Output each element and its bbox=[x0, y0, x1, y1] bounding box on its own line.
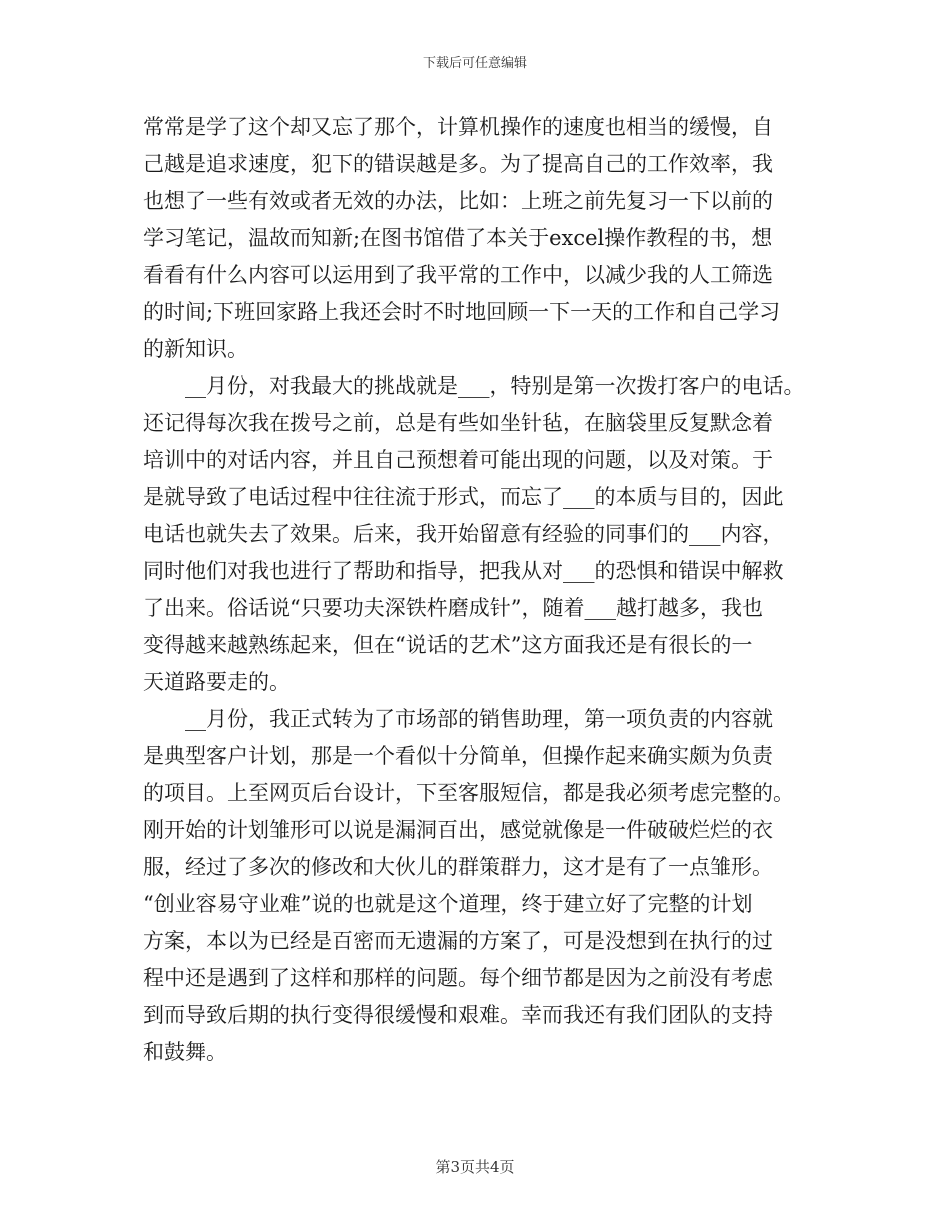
header-text: 下载后可任意编辑 bbox=[422, 56, 527, 71]
text-line: 服，经过了多次的修改和大伙儿的群策群力，这才是有了一点雏形。 bbox=[143, 855, 773, 879]
text-line: 还记得每次我在拨号之前，总是有些如坐针毡，在脑袋里反复默念着 bbox=[143, 411, 773, 435]
text-line: 天道路要走的。 bbox=[143, 670, 290, 694]
page-number: 第3页共4页 bbox=[435, 1158, 515, 1176]
text-line: __月份，我正式转为了市场部的销售助理，第一项负责的内容就 bbox=[143, 707, 773, 731]
text-line: 了出来。俗话说“只要功夫深铁杵磨成针”，随着___越打越多，我也 bbox=[143, 596, 763, 620]
text-line: 培训中的对话内容，并且自己预想着可能出现的问题，以及对策。于 bbox=[143, 448, 773, 472]
text-line: 和鼓舞。 bbox=[143, 1040, 227, 1064]
text-line: 看看有什么内容可以运用到了我平常的工作中，以减少我的人工筛选 bbox=[143, 263, 773, 287]
text-line: 己越是追求速度，犯下的错误越是多。为了提高自己的工作效率，我 bbox=[143, 152, 773, 176]
text-line: 的项目。上至网页后台设计，下至客服短信，都是我必须考虑完整的。 bbox=[143, 781, 794, 805]
page-footer bbox=[0, 1156, 950, 1177]
text-line: 常常是学了这个却又忘了那个，计算机操作的速度也相当的缓慢，自 bbox=[143, 115, 773, 139]
text-line: 程中还是遇到了这样和那样的问题。每个细节都是因为之前没有考虑 bbox=[143, 966, 773, 990]
text-line: 电话也就失去了效果。后来，我开始留意有经验的同事们的___内容， bbox=[143, 522, 784, 546]
text-line: 的新知识。 bbox=[143, 337, 248, 361]
text-line: 也想了一些有效或者无效的办法，比如：上班之前先复习一下以前的 bbox=[143, 189, 773, 213]
text-line: 到而导致后期的执行变得很缓慢和艰难。幸而我还有我们团队的支持 bbox=[143, 1003, 773, 1027]
text-line: “创业容易守业难”说的也就是这个道理，终于建立好了完整的计划 bbox=[143, 892, 753, 916]
text-line: 是就导致了电话过程中往往流于形式，而忘了___的本质与目的，因此 bbox=[143, 485, 784, 509]
text-line: 同时他们对我也进行了帮助和指导，把我从对___的恐惧和错误中解救 bbox=[143, 559, 784, 583]
text-line: __月份，对我最大的挑战就是___，特别是第一次拨打客户的电话。 bbox=[143, 374, 805, 398]
text-line: 的时间;下班回家路上我还会时不时地回顾一下一天的工作和自己学习 bbox=[143, 300, 781, 324]
text-line: 学习笔记，温故而知新;在图书馆借了本关于excel操作教程的书，想 bbox=[143, 226, 773, 250]
text-line: 方案，本以为已经是百密而无遗漏的方案了，可是没想到在执行的过 bbox=[143, 929, 773, 953]
text-line: 是典型客户计划，那是一个看似十分简单，但操作起来确实颇为负责 bbox=[143, 744, 773, 768]
text-line: 刚开始的计划雏形可以说是漏洞百出，感觉就像是一件破破烂烂的衣 bbox=[143, 818, 773, 842]
document-body bbox=[143, 109, 823, 1071]
text-line: 变得越来越熟练起来，但在“说话的艺术”这方面我还是有很长的一 bbox=[143, 633, 753, 657]
page-header bbox=[0, 52, 950, 71]
